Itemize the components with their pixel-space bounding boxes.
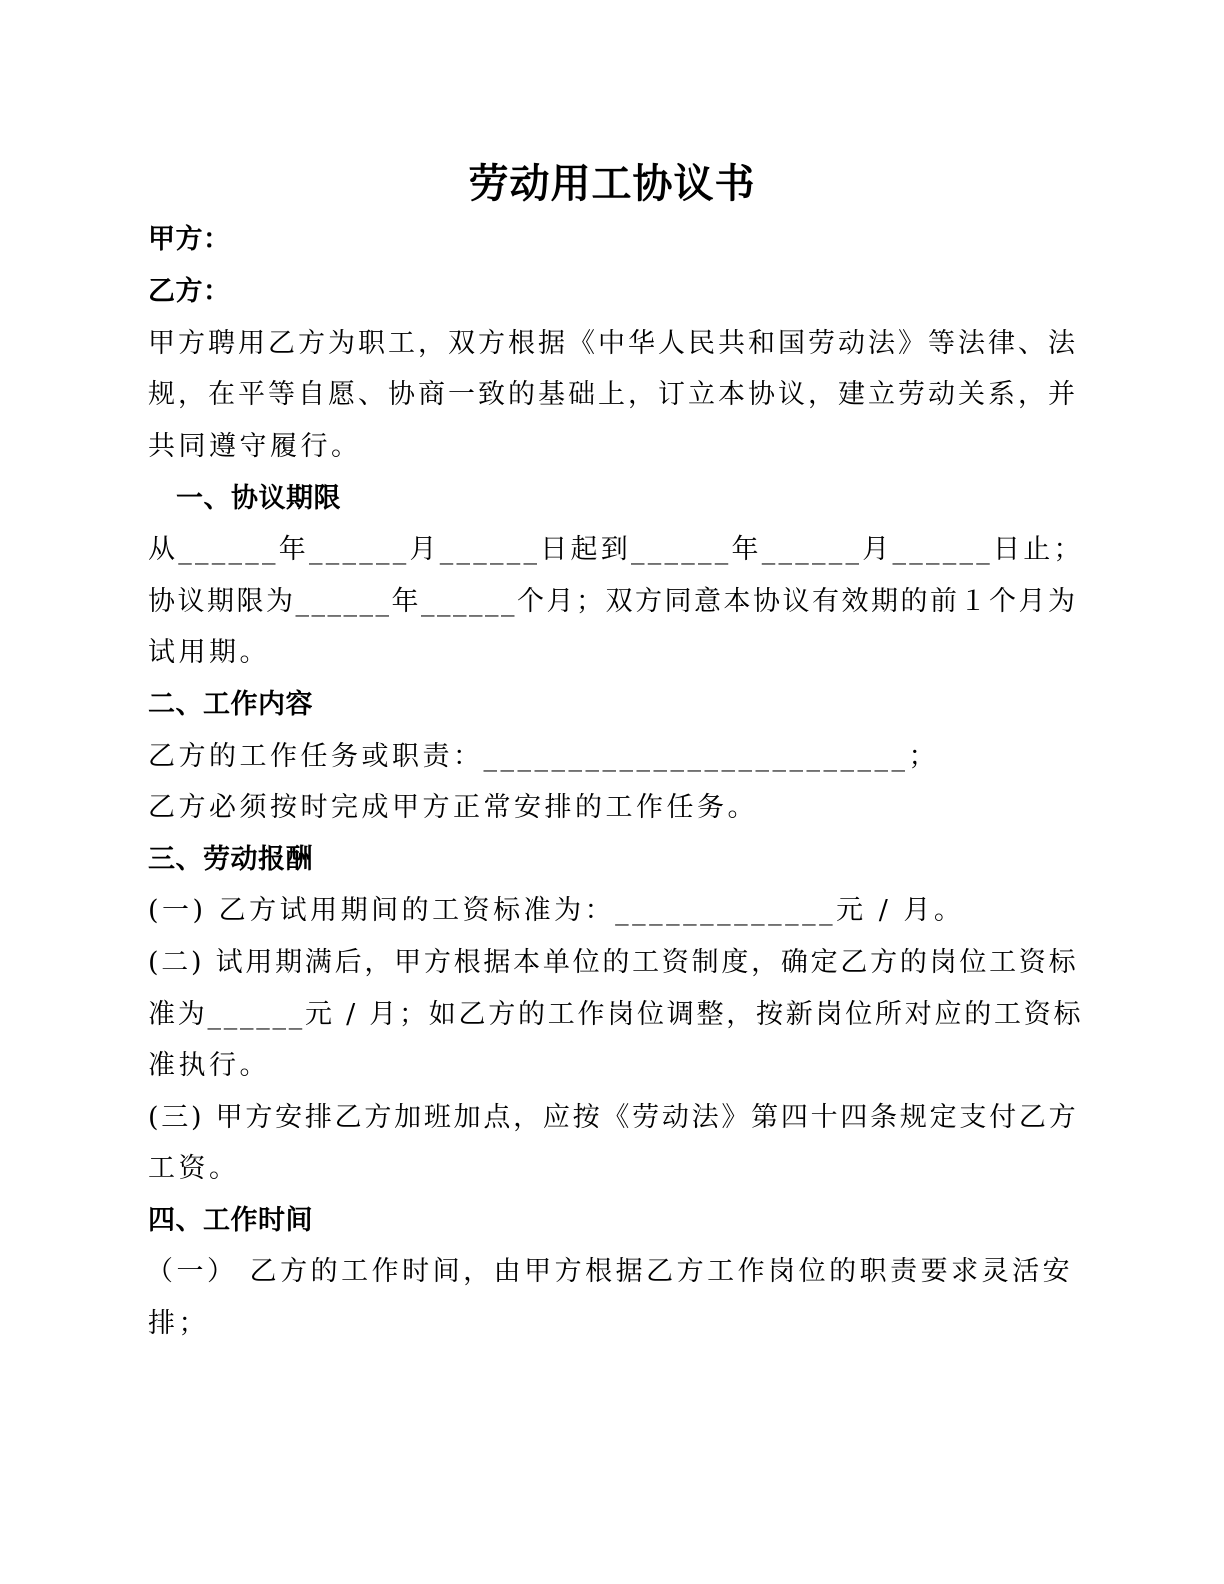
party-b-label: 乙方： xyxy=(148,276,231,307)
remuneration-line-4: 准执行。 xyxy=(148,1050,270,1081)
intro-line-1: 甲方聘用乙方为职工，双方根据《中华人民共和国劳动法》等法律、法 xyxy=(148,328,1078,359)
party-a-label: 甲方： xyxy=(148,224,231,255)
work-duties-line: 乙方的工作任务或职责：_________________________； xyxy=(148,741,939,772)
intro-line-3: 共同遵守履行。 xyxy=(148,431,362,462)
term-duration-line: 协议期限为______年______个月；双方同意本协议有效期的前１个月为 xyxy=(148,586,1078,617)
term-probation-line: 试用期。 xyxy=(148,637,270,668)
work-tasks-line: 乙方必须按时完成甲方正常安排的工作任务。 xyxy=(148,792,758,823)
working-hours-line-2: 排； xyxy=(148,1308,209,1339)
remuneration-line-2: (二) 试用期满后，甲方根据本单位的工资制度，确定乙方的岗位工资标 xyxy=(148,947,1079,978)
section-heading-term: 一、协议期限 xyxy=(176,483,341,514)
remuneration-line-6: 工资。 xyxy=(148,1153,240,1184)
section-heading-remuneration: 三、劳动报酬 xyxy=(148,844,313,875)
section-heading-working-hours: 四、工作时间 xyxy=(148,1205,313,1236)
term-dates-line: 从______年______月______日起到______年______月______日止； xyxy=(148,534,1084,565)
working-hours-line-1: （一） 乙方的工作时间，由甲方根据乙方工作岗位的职责要求灵活安 xyxy=(146,1256,1074,1287)
intro-line-2: 规，在平等自愿、协商一致的基础上，订立本协议，建立劳动关系，并 xyxy=(148,379,1078,410)
document-title: 劳动用工协议书 xyxy=(468,160,756,207)
remuneration-line-3: 准为______元 / 月；如乙方的工作岗位调整，按新岗位所对应的工资标 xyxy=(148,999,1084,1030)
section-heading-work-content: 二、工作内容 xyxy=(148,689,313,720)
remuneration-line-1: (一) 乙方试用期间的工资标准为：_____________元 / 月。 xyxy=(148,895,965,926)
remuneration-line-5: (三) 甲方安排乙方加班加点，应按《劳动法》第四十四条规定支付乙方 xyxy=(148,1102,1079,1133)
